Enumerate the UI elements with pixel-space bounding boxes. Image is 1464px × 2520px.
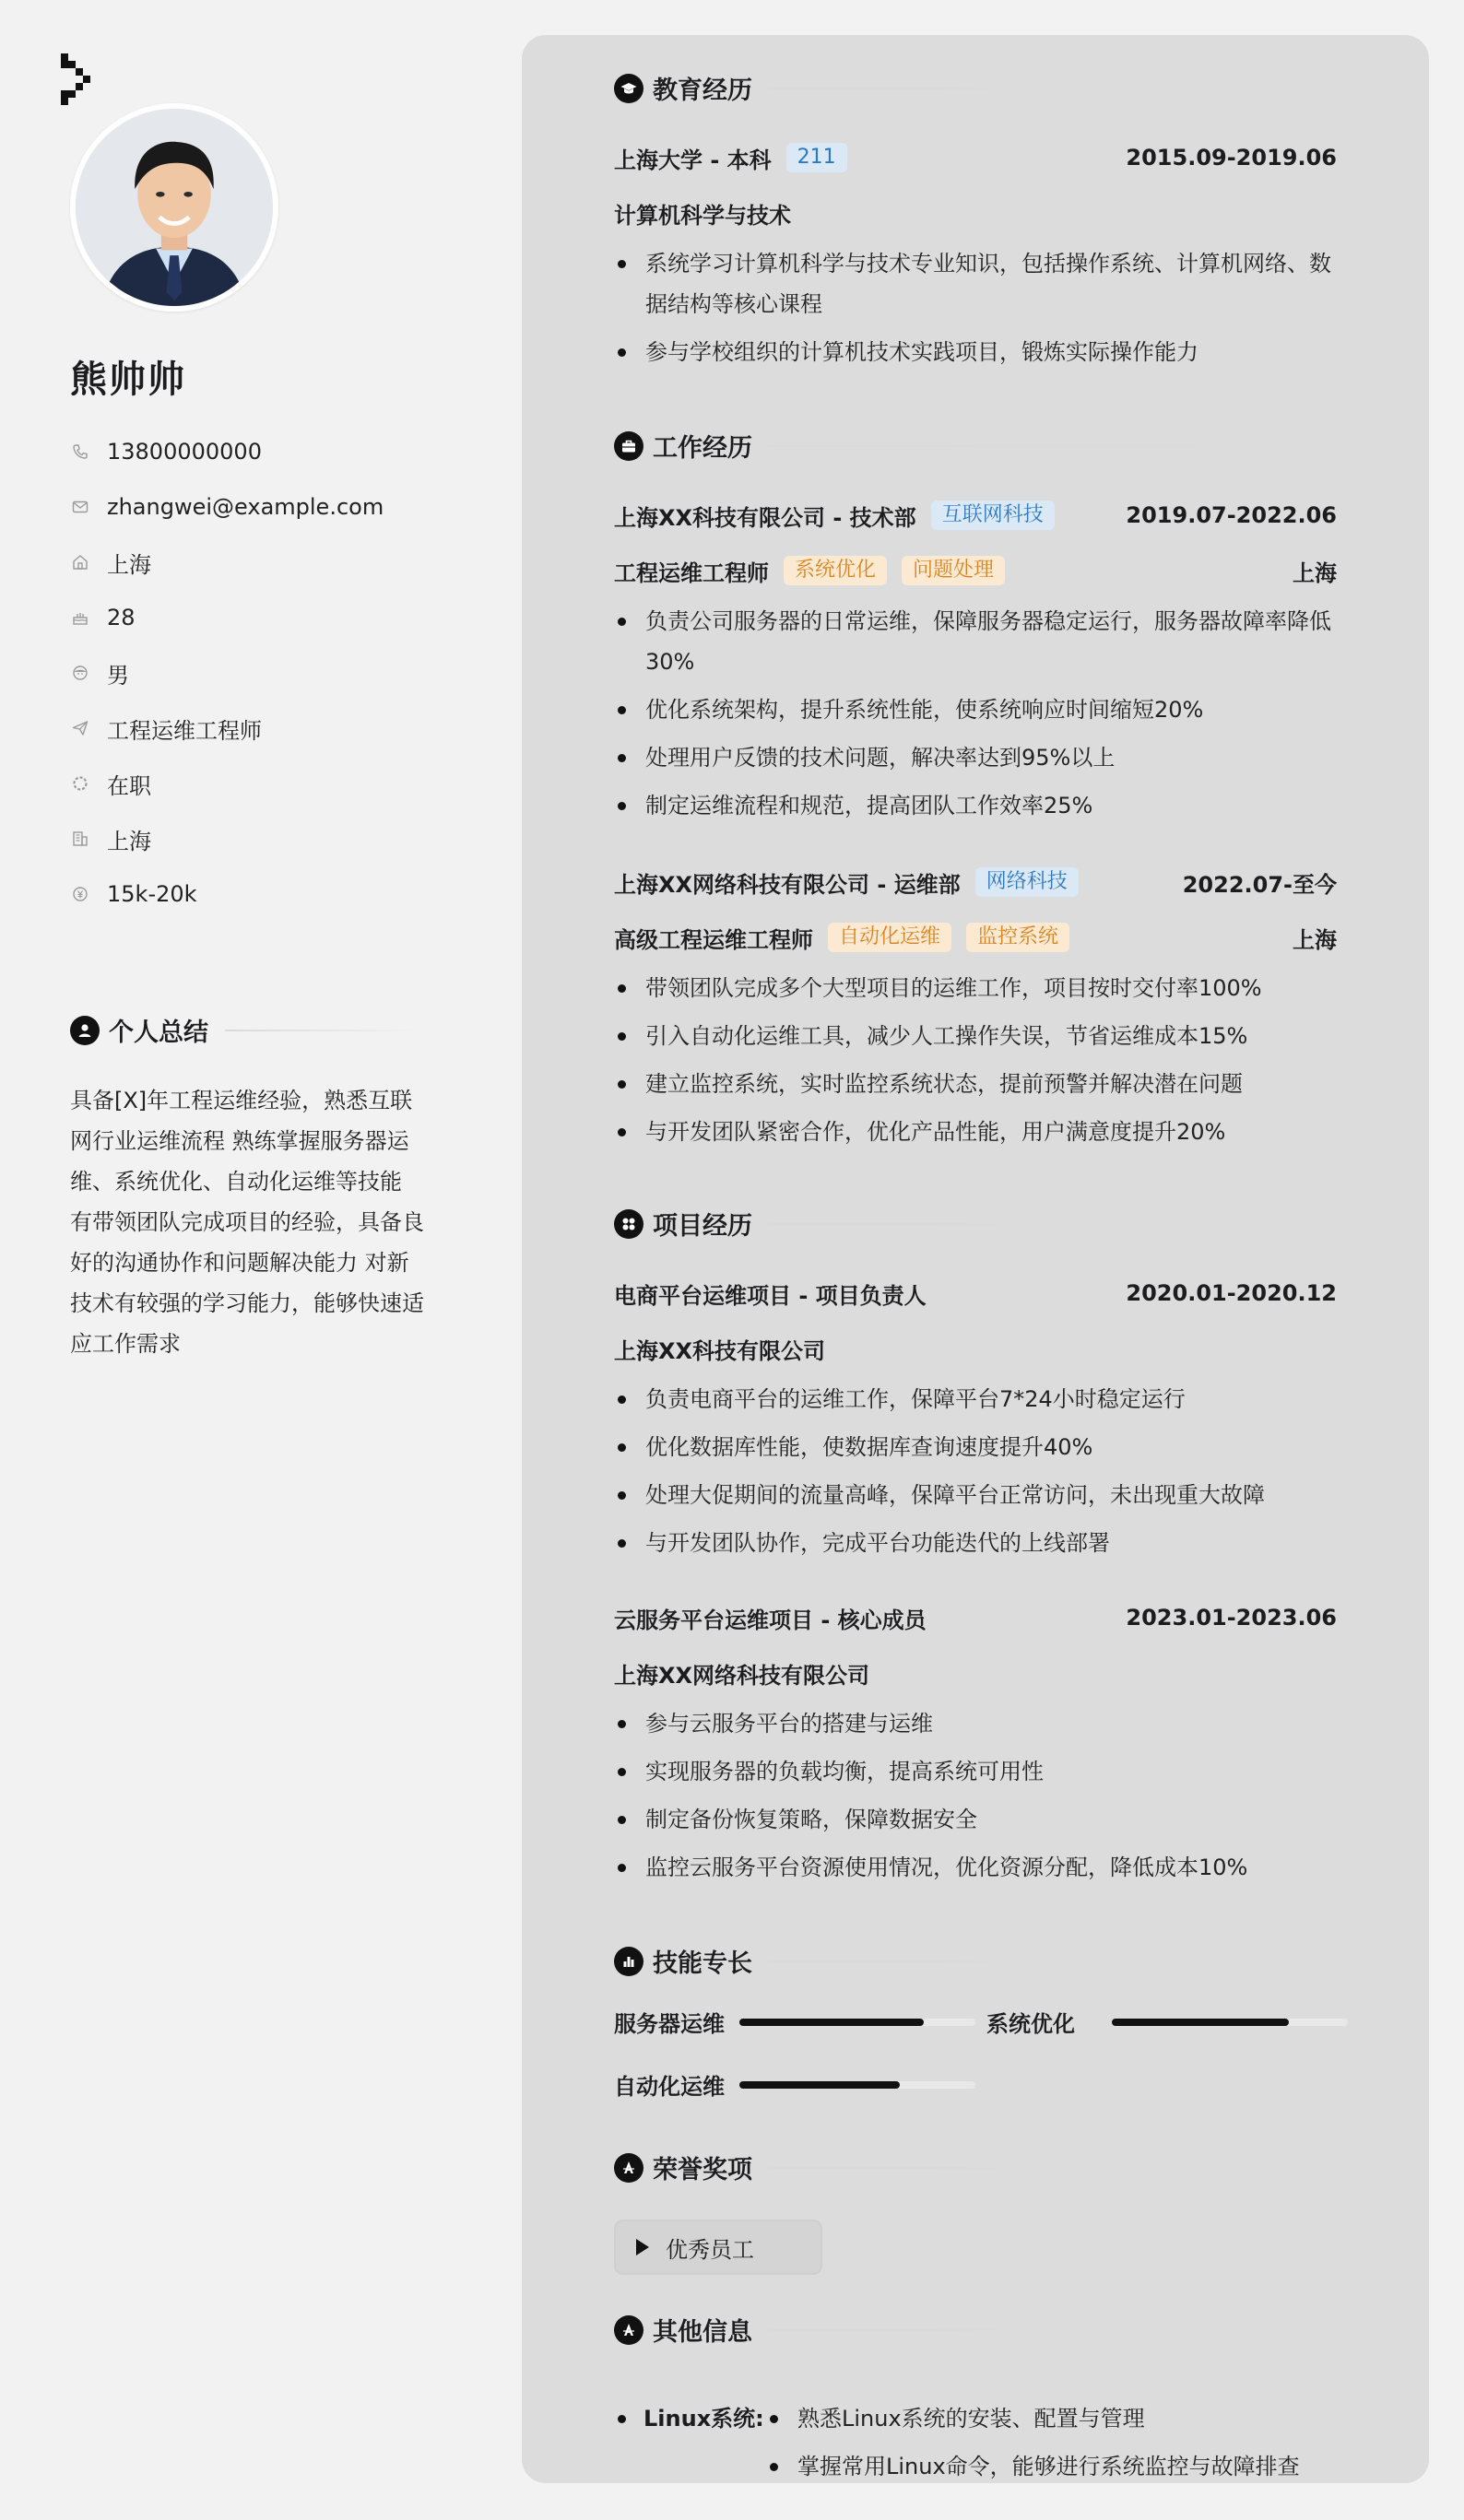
info-location [70,535,384,590]
list-item: 引入自动化运维工具，减少人工操作失误，节省运维成本15% [614,1016,1337,1056]
award-icon [614,2315,643,2345]
info-position [70,701,384,756]
user-circle-icon [70,1016,100,1045]
mail-icon [70,497,90,517]
bar-chart-icon [614,1947,643,1976]
skill-bar [739,2081,975,2089]
skill-fill [739,2019,924,2026]
info-status [70,756,384,811]
section-divider [225,1030,420,1031]
main-panel [522,35,1429,2483]
phone-icon [70,442,90,462]
honors-header [614,2149,1407,2185]
list-item: 建立监控系统，实时监控系统状态，提前预警并解决潜在问题 [614,1064,1337,1104]
list-item: 负责电商平台的运维工作，保障平台7*24小时稳定运行 [614,1379,1337,1419]
project-name-row [614,1276,1337,1311]
project-date: 2020.01-2020.12 [1126,1280,1337,1306]
skill-tag: 问题处理 [902,556,1005,585]
info-email [70,479,384,535]
building-icon [70,829,90,849]
section-divider [769,1223,1407,1225]
project-entry [614,1276,1337,1571]
list-item: 优化系统架构，提升系统性能，使系统响应时间缩短20% [614,689,1337,730]
project-date: 2023.01-2023.06 [1126,1605,1337,1631]
gender-icon [70,663,90,683]
other-key: Linux系统: [614,2395,766,2491]
job-date: 2022.07-至今 [1182,871,1337,898]
phone-text: 13800000000 [107,439,262,465]
logo-icon [61,53,98,111]
gender-text: 男 [107,662,129,689]
play-icon [636,2239,649,2255]
skills-title: 技能专长 [653,1949,752,1978]
other-header [614,2312,1407,2348]
project-company: 上海XX科技有限公司 [614,1337,826,1364]
projects-header [614,1206,1407,1242]
education-date: 2015.09-2019.06 [1126,145,1337,171]
honor-label: 优秀员工 [666,2236,754,2263]
skill-item [614,2006,975,2038]
project-company-row [614,1655,1337,1690]
job-city: 上海 [1293,559,1337,586]
section-divider [769,445,1407,447]
section-divider [769,88,1407,89]
home-icon [70,552,90,572]
list-item: 制定运维流程和规范，提高团队工作效率25% [614,785,1337,826]
salary-icon [70,884,90,904]
skill-name: 系统优化 [986,2011,1075,2037]
industry-tag: 互联网科技 [931,500,1055,530]
position-text: 工程运维工程师 [107,717,262,744]
age-text: 28 [107,605,136,630]
honors-title: 荣誉奖项 [653,2156,752,2184]
position-name: 高级工程运维工程师 [614,926,813,953]
projects-title: 项目经历 [653,1212,752,1241]
school-tag: 211 [786,143,847,172]
project-name: 云服务平台运维项目 - 核心成员 [614,1607,927,1633]
project-entry [614,1600,1337,1895]
summary-text: 具备[X]年工程运维经验，熟悉互联网行业运维流程 熟练掌握服务器运维、系统优化、自动化运维等技能 有带领团队完成项目的经验，具备良好的沟通协作和问题解决能力 对新技术有较强的学习能力，能够快速适应工作需求 [70,1088,424,1357]
other-info [614,2395,1407,2491]
location-text: 上海 [107,551,151,578]
skill-tag: 系统优化 [784,556,887,585]
skill-fill [1112,2019,1289,2026]
summary-title: 个人总结 [109,1019,208,1047]
award-icon [614,2153,643,2183]
major-row [614,195,1337,230]
skill-bar [739,2019,975,2026]
profile-name: 熊帅帅 [70,359,186,401]
avatar [70,103,278,312]
briefcase-icon [614,431,643,461]
job-entry [614,865,1337,1160]
job-date: 2019.07-2022.06 [1126,502,1337,528]
other-values [766,2395,1300,2491]
grid-icon [614,1209,643,1239]
job-entry [614,498,1337,833]
list-item: 系统学习计算机科学与技术专业知识，包括操作系统、计算机网络、数据结构等核心课程 [614,243,1337,324]
company-name: 上海XX科技有限公司 - 技术部 [614,504,916,531]
contact-info-list [70,424,384,922]
project-name: 电商平台运维项目 - 项目负责人 [614,1282,927,1309]
honor-item-button[interactable] [614,2220,822,2275]
list-item: 负责公司服务器的日常运维，保障服务器稳定运行，服务器故障率降低30% [614,601,1337,682]
education-header [614,70,1407,106]
graduation-cap-icon [614,74,643,103]
list-item: 与开发团队协作，完成平台功能迭代的上线部署 [614,1523,1337,1563]
list-item: 处理大促期间的流量高峰，保障平台正常访问，未出现重大故障 [614,1475,1337,1515]
education-bullets [614,243,1337,372]
school-name: 上海大学 - 本科 [614,147,772,173]
list-item: 带领团队完成多个大型项目的运维工作，项目按时交付率100% [614,968,1337,1008]
job-bullets [614,968,1337,1152]
project-bullets [614,1703,1337,1888]
section-divider [769,2167,1407,2169]
other-row [614,2395,1407,2491]
work-header [614,428,1407,464]
skill-name: 服务器运维 [614,2011,725,2037]
info-phone [70,424,384,479]
summary-header [70,1012,420,1048]
skill-item [986,2006,1348,2038]
skill-tag: 自动化运维 [828,923,951,952]
city-text: 上海 [107,828,151,854]
education-title: 教育经历 [653,77,752,105]
list-item: 优化数据库性能，使数据库查询速度提升40% [614,1427,1337,1467]
info-age [70,590,384,645]
sidebar [0,0,498,2520]
skill-name: 自动化运维 [614,2074,725,2100]
job-bullets [614,601,1337,826]
company-name: 上海XX网络科技有限公司 - 运维部 [614,871,961,898]
info-gender [70,645,384,701]
list-item: 处理用户反馈的技术问题，解决率达到95%以上 [614,737,1337,778]
status-text: 在职 [107,772,151,799]
project-company: 上海XX网络科技有限公司 [614,1662,870,1689]
info-salary [70,866,384,922]
list-item: 监控云服务平台资源使用情况，优化资源分配，降低成本10% [614,1847,1337,1888]
email-text: zhangwei@example.com [107,494,384,520]
project-company-row [614,1331,1337,1366]
job-position-row [614,553,1337,588]
education-entry [614,140,1337,380]
job-company-row [614,865,1337,900]
list-item: 熟悉Linux系统的安装、配置与管理 [766,2395,1300,2443]
skill-fill [739,2081,900,2089]
job-position-row [614,920,1337,955]
list-item: 掌握常用Linux命令，能够进行系统监控与故障排查 [766,2443,1300,2491]
list-item: 参与学校组织的计算机技术实践项目，锻炼实际操作能力 [614,332,1337,372]
salary-text: 15k-20k [107,881,197,907]
job-city: 上海 [1293,926,1337,953]
info-city [70,811,384,866]
list-item: 制定备份恢复策略，保障数据安全 [614,1799,1337,1840]
major-name: 计算机科学与技术 [614,202,791,229]
skill-bar [1112,2019,1348,2026]
section-divider [769,2329,1407,2331]
industry-tag: 网络科技 [975,867,1079,897]
send-icon [70,718,90,738]
skills-header [614,1943,1407,1979]
list-item: 与开发团队紧密合作，优化产品性能，用户满意度提升20% [614,1112,1337,1152]
project-name-row [614,1600,1337,1635]
avatar-portrait-icon [76,109,273,306]
status-icon [70,773,90,794]
skill-item [614,2068,975,2101]
section-divider [769,1961,1407,1962]
project-bullets [614,1379,1337,1563]
skill-tag: 监控系统 [966,923,1069,952]
position-name: 工程运维工程师 [614,559,769,586]
job-company-row [614,498,1337,533]
list-item: 参与云服务平台的搭建与运维 [614,1703,1337,1744]
list-item: 实现服务器的负载均衡，提高系统可用性 [614,1751,1337,1792]
other-title: 其他信息 [653,2318,752,2347]
education-row [614,140,1337,175]
work-title: 工作经历 [653,434,752,463]
cake-icon [70,607,90,628]
